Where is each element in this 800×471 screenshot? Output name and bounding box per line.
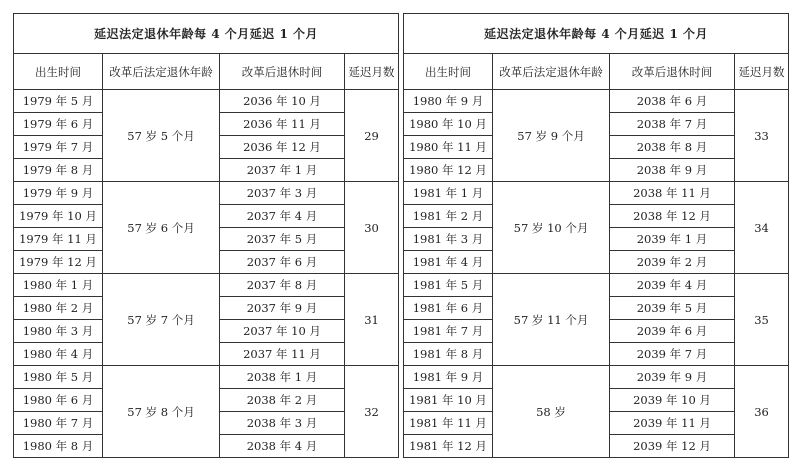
retirement-date-cell: 2037 年 10 月 xyxy=(220,320,345,343)
retirement-date-cell: 2039 年 11 月 xyxy=(610,412,735,435)
retirement-tables xyxy=(13,13,788,457)
retirement-date-cell: 2038 年 3 月 xyxy=(220,412,345,435)
delay-months-cell: 34 xyxy=(735,182,789,274)
birth-date-cell: 1981 年 3 月 xyxy=(404,228,493,251)
birth-date-cell: 1979 年 6 月 xyxy=(14,113,103,136)
retirement-table-left xyxy=(13,13,398,457)
birth-date-cell: 1981 年 6 月 xyxy=(404,297,493,320)
retirement-date-cell: 2039 年 6 月 xyxy=(610,320,735,343)
birth-date-cell: 1980 年 8 月 xyxy=(14,435,103,458)
retirement-date-cell: 2037 年 9 月 xyxy=(220,297,345,320)
retirement-date-cell: 2039 年 10 月 xyxy=(610,389,735,412)
table-title: 延迟法定退休年龄每 4 个月延迟 1 个月 xyxy=(14,14,399,54)
retirement-date-cell: 2038 年 11 月 xyxy=(610,182,735,205)
table-title: 延迟法定退休年龄每 4 个月延迟 1 个月 xyxy=(404,14,789,54)
birth-date-cell: 1980 年 3 月 xyxy=(14,320,103,343)
retirement-date-cell: 2037 年 5 月 xyxy=(220,228,345,251)
birth-date-cell: 1981 年 10 月 xyxy=(404,389,493,412)
retirement-date-cell: 2037 年 11 月 xyxy=(220,343,345,366)
table-row xyxy=(404,90,789,113)
birth-date-cell: 1979 年 9 月 xyxy=(14,182,103,205)
birth-date-cell: 1980 年 2 月 xyxy=(14,297,103,320)
retirement-date-cell: 2039 年 4 月 xyxy=(610,274,735,297)
column-header-birth-date: 出生时间 xyxy=(404,54,493,90)
retirement-date-cell: 2036 年 10 月 xyxy=(220,90,345,113)
retirement-age-cell: 57 岁 10 个月 xyxy=(493,182,610,274)
retirement-date-cell: 2037 年 3 月 xyxy=(220,182,345,205)
birth-date-cell: 1980 年 1 月 xyxy=(14,274,103,297)
table-row xyxy=(14,90,399,113)
birth-date-cell: 1981 年 9 月 xyxy=(404,366,493,389)
delay-months-cell: 35 xyxy=(735,274,789,366)
column-header-retirement-age: 改革后法定退休年龄 xyxy=(103,54,220,90)
retirement-date-cell: 2038 年 8 月 xyxy=(610,136,735,159)
retirement-date-cell: 2039 年 7 月 xyxy=(610,343,735,366)
column-header-delay-months: 延迟月数 xyxy=(345,54,399,90)
table-row xyxy=(14,274,399,297)
birth-date-cell: 1980 年 12 月 xyxy=(404,159,493,182)
birth-date-cell: 1979 年 7 月 xyxy=(14,136,103,159)
birth-date-cell: 1980 年 4 月 xyxy=(14,343,103,366)
delay-months-cell: 33 xyxy=(735,90,789,182)
birth-date-cell: 1979 年 10 月 xyxy=(14,205,103,228)
retirement-date-cell: 2039 年 12 月 xyxy=(610,435,735,458)
retirement-date-cell: 2037 年 4 月 xyxy=(220,205,345,228)
table-row xyxy=(404,366,789,389)
table-row xyxy=(14,182,399,205)
birth-date-cell: 1979 年 11 月 xyxy=(14,228,103,251)
delay-months-cell: 30 xyxy=(345,182,399,274)
retirement-age-cell: 57 岁 7 个月 xyxy=(103,274,220,366)
retirement-date-cell: 2037 年 1 月 xyxy=(220,159,345,182)
retirement-age-cell: 57 岁 6 个月 xyxy=(103,182,220,274)
birth-date-cell: 1980 年 6 月 xyxy=(14,389,103,412)
birth-date-cell: 1980 年 10 月 xyxy=(404,113,493,136)
table-row xyxy=(14,366,399,389)
retirement-date-cell: 2037 年 8 月 xyxy=(220,274,345,297)
delay-months-cell: 32 xyxy=(345,366,399,458)
retirement-table xyxy=(13,13,399,458)
delay-months-cell: 31 xyxy=(345,274,399,366)
column-header-retirement-age: 改革后法定退休年龄 xyxy=(493,54,610,90)
retirement-date-cell: 2039 年 1 月 xyxy=(610,228,735,251)
retirement-date-cell: 2038 年 12 月 xyxy=(610,205,735,228)
delay-months-cell: 36 xyxy=(735,366,789,458)
retirement-date-cell: 2038 年 2 月 xyxy=(220,389,345,412)
birth-date-cell: 1980 年 11 月 xyxy=(404,136,493,159)
retirement-date-cell: 2038 年 7 月 xyxy=(610,113,735,136)
retirement-date-cell: 2037 年 6 月 xyxy=(220,251,345,274)
delay-months-cell: 29 xyxy=(345,90,399,182)
birth-date-cell: 1981 年 11 月 xyxy=(404,412,493,435)
column-header-birth-date: 出生时间 xyxy=(14,54,103,90)
retirement-age-cell: 57 岁 9 个月 xyxy=(493,90,610,182)
birth-date-cell: 1979 年 12 月 xyxy=(14,251,103,274)
column-header-retirement-date: 改革后退休时间 xyxy=(220,54,345,90)
birth-date-cell: 1981 年 2 月 xyxy=(404,205,493,228)
birth-date-cell: 1980 年 7 月 xyxy=(14,412,103,435)
birth-date-cell: 1979 年 8 月 xyxy=(14,159,103,182)
column-header-delay-months: 延迟月数 xyxy=(735,54,789,90)
birth-date-cell: 1981 年 4 月 xyxy=(404,251,493,274)
retirement-date-cell: 2039 年 2 月 xyxy=(610,251,735,274)
birth-date-cell: 1980 年 9 月 xyxy=(404,90,493,113)
retirement-date-cell: 2036 年 11 月 xyxy=(220,113,345,136)
retirement-table-right xyxy=(403,13,788,457)
birth-date-cell: 1981 年 5 月 xyxy=(404,274,493,297)
retirement-date-cell: 2038 年 6 月 xyxy=(610,90,735,113)
birth-date-cell: 1981 年 12 月 xyxy=(404,435,493,458)
retirement-table xyxy=(403,13,789,458)
retirement-age-cell: 57 岁 5 个月 xyxy=(103,90,220,182)
retirement-date-cell: 2038 年 1 月 xyxy=(220,366,345,389)
birth-date-cell: 1979 年 5 月 xyxy=(14,90,103,113)
retirement-age-cell: 57 岁 8 个月 xyxy=(103,366,220,458)
table-row xyxy=(404,274,789,297)
retirement-date-cell: 2038 年 9 月 xyxy=(610,159,735,182)
retirement-date-cell: 2038 年 4 月 xyxy=(220,435,345,458)
table-row xyxy=(404,182,789,205)
retirement-date-cell: 2036 年 12 月 xyxy=(220,136,345,159)
birth-date-cell: 1981 年 7 月 xyxy=(404,320,493,343)
retirement-age-cell: 58 岁 xyxy=(493,366,610,458)
birth-date-cell: 1981 年 1 月 xyxy=(404,182,493,205)
retirement-age-cell: 57 岁 11 个月 xyxy=(493,274,610,366)
birth-date-cell: 1980 年 5 月 xyxy=(14,366,103,389)
retirement-date-cell: 2039 年 9 月 xyxy=(610,366,735,389)
birth-date-cell: 1981 年 8 月 xyxy=(404,343,493,366)
retirement-date-cell: 2039 年 5 月 xyxy=(610,297,735,320)
column-header-retirement-date: 改革后退休时间 xyxy=(610,54,735,90)
